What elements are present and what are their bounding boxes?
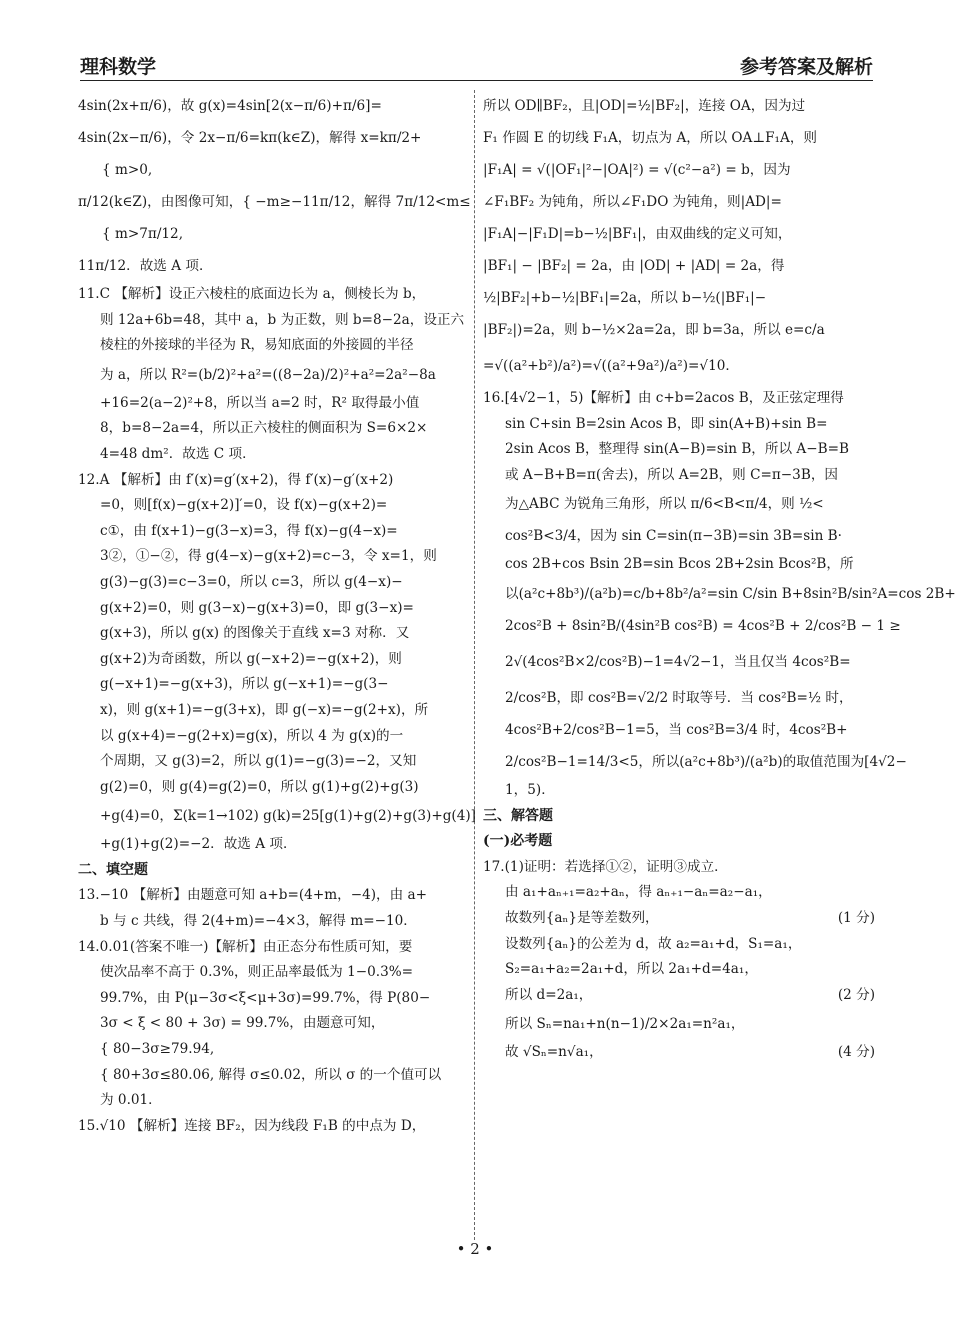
text-line xyxy=(483,804,875,830)
text-line xyxy=(483,983,875,1009)
line-text: g(x+2)=0，则 g(3−x)−g(x+3)=0，即 g(3−x)= xyxy=(100,599,414,616)
score-label: (4 分) xyxy=(837,1044,875,1061)
header-subject: 理科数学 xyxy=(80,56,157,78)
line-text: 4=48 dm²．故选 C 项． xyxy=(100,445,256,462)
line-text: 17.(1)证明：若选择①②，证明③成立． xyxy=(483,858,728,875)
line-text: |F₁A|−|F₁D|=b−½|BF₁|，由双曲线的定义可知， xyxy=(483,226,792,242)
text-line xyxy=(483,346,875,386)
line-text: 设数列{aₙ}的公差为 d，故 a₂=a₁+d，S₁=a₁， xyxy=(505,935,802,952)
line-text: 4sin(2x−π/6)，令 2x−π/6=kπ(k∈Z)，解得 x=kπ/2+ xyxy=(78,130,422,146)
line-text: 二、填空题 xyxy=(78,861,148,878)
text-line xyxy=(483,610,901,642)
text-line xyxy=(78,1037,470,1063)
line-text: 13.−10 【解析】由题意可知 a+b=(4+m，−4)，由 a+ xyxy=(78,887,428,904)
line-text: |F₁A| = √(|OF₁|²−|OA|²) = √(c²−a²) = b，因为 xyxy=(483,162,791,178)
line-text: 11.C 【解析】设正六棱柱的底面边长为 a，侧棱长为 b， xyxy=(78,286,426,302)
line-text: F₁ 作圆 E 的切线 F₁A，切点为 A，所以 OA⊥F₁A，则 xyxy=(483,130,818,146)
line-text: g(x+3)，所以 g(x) 的图像关于直线 x=3 对称．又 xyxy=(100,625,410,642)
left-column xyxy=(78,90,476,1139)
page-number: • 2 • xyxy=(456,1240,494,1258)
text-line xyxy=(483,488,875,520)
line-text: 以 g(x+4)=−g(2+x)=g(x)，所以 4 为 g(x)的一 xyxy=(100,727,404,744)
line-text: 3②，①−②，得 g(4−x)−g(x+2)=c−3，令 x=1，则 xyxy=(100,548,437,565)
text-line xyxy=(483,746,907,778)
line-text: { m>0, xyxy=(102,162,153,178)
line-text: { m>7π/12, xyxy=(102,226,184,242)
line-text: +g(1)+g(2)=−2．故选 A 项． xyxy=(100,836,297,853)
line-text: 为 a，所以 R²=(b/2)²+a²=((8−2a)/2)²+a²=2a²−8a xyxy=(100,366,436,383)
line-text: 12.A 【解析】由 f′(x)=g′(x+2)，得 f′(x)−g′(x+2) xyxy=(78,471,394,488)
line-text: 个周期，又 g(3)=2，所以 g(1)=−g(3)=−2，又知 xyxy=(100,753,417,770)
text-line xyxy=(78,935,470,961)
line-text: ∠F₁BF₂ 为钝角，所以∠F₁DO 为钝角，则|AD|= xyxy=(483,194,782,210)
page-header xyxy=(80,50,873,81)
text-line xyxy=(78,468,470,494)
line-text: 99.7%，由 P(μ−3σ<ξ<μ+3σ)=99.7%，得 P(80− xyxy=(100,989,431,1006)
text-line xyxy=(78,775,470,801)
line-text: c①，由 f(x+1)−g(3−x)=3，得 f(x)−g(4−x)= xyxy=(100,522,398,539)
line-text: 为△ABC 为锐角三角形，所以 π/6<B<π/4，则 ½< xyxy=(505,496,824,513)
text-line xyxy=(483,778,875,804)
text-line xyxy=(78,359,470,391)
line-text: +16=2(a−2)²+8，所以当 a=2 时，R² 取得最小值 xyxy=(100,394,420,411)
line-text: 14.0.01(答案不唯一)【解析】由正态分布性质可知，要 xyxy=(78,938,413,955)
line-text: cos²B<3/4，因为 sin C=sin(π−3B)=sin 3B=sin B· xyxy=(505,528,842,545)
line-text: 2√(4cos²B×2/cos²B)−1=4√2−1，当且仅当 4cos²B= xyxy=(505,653,851,670)
text-line xyxy=(78,570,470,596)
text-line xyxy=(483,463,875,489)
line-text: 故数列{aₙ}是等差数列， xyxy=(505,909,659,926)
text-line xyxy=(483,250,875,282)
text-line xyxy=(78,442,470,468)
text-line xyxy=(78,800,476,832)
line-text: 以(a²c+8b³)/(a²b)=c/b+8b²/a²=sin C/sin B+8sin²B/sin²A=cos 2B+ xyxy=(505,585,956,602)
line-text: g(−x+1)=−g(x+3)，所以 g(−x+1)=−g(3− xyxy=(100,676,389,693)
text-line xyxy=(78,749,470,775)
text-line xyxy=(78,858,470,884)
text-line xyxy=(78,391,470,417)
score-label: (2 分) xyxy=(837,986,875,1003)
text-line xyxy=(483,714,875,746)
text-line xyxy=(78,493,470,519)
text-line xyxy=(78,1011,470,1037)
text-line xyxy=(78,832,470,858)
text-line xyxy=(483,682,875,714)
text-line xyxy=(78,1063,470,1089)
text-line xyxy=(78,596,470,622)
line-text: 则 12a+6b=48，其中 a，b 为正数，则 b=8−2a，设正六 xyxy=(100,311,465,328)
line-text: 1，5)． xyxy=(505,781,555,798)
line-text: ½|BF₂|+b−½|BF₁|=2a，所以 b−½(|BF₁|− xyxy=(483,290,767,306)
line-text: 3σ < ξ < 80 + 3σ) = 99.7%，由题意可知， xyxy=(100,1015,385,1032)
text-line xyxy=(483,1040,875,1066)
line-text: 使次品率不高于 0.3%，则正品率最低为 1−0.3%= xyxy=(100,964,414,981)
text-line xyxy=(78,883,470,909)
text-line xyxy=(78,90,470,122)
line-text: 2sin Acos B，整理得 sin(A−B)=sin B，所以 A−B=B xyxy=(505,441,849,458)
text-line xyxy=(78,154,470,186)
line-text: |BF₁| − |BF₂| = 2a，由 |OD| + |AD| = 2a，得 xyxy=(483,258,785,274)
text-line xyxy=(483,186,875,218)
line-text: 2/cos²B，即 cos²B=√2/2 时取等号．当 cos²B=½ 时， xyxy=(505,689,853,706)
text-line xyxy=(483,1008,875,1040)
text-line xyxy=(78,1114,470,1140)
line-text: 或 A−B+B=π(舍去)，所以 A=2B，则 C=π−3B，因 xyxy=(505,466,839,483)
line-text: =0，则[f(x)−g(x+2)]′=0，设 f(x)−g(x+2)= xyxy=(100,497,388,514)
text-line xyxy=(78,621,470,647)
line-text: 11π/12．故选 A 项． xyxy=(78,258,213,274)
line-text: { 80−3σ≥79.94, xyxy=(100,1041,215,1058)
text-line xyxy=(78,308,470,334)
line-text: 16.[4√2−1，5)【解析】由 c+b=2acos B，及正弦定理得 xyxy=(483,390,844,406)
text-line xyxy=(78,186,470,218)
text-line xyxy=(78,282,470,308)
text-line xyxy=(483,829,875,855)
text-line xyxy=(483,855,875,881)
text-line xyxy=(78,909,470,935)
line-text: { 80+3σ≤80.06, 解得 σ≤0.02，所以 σ 的一个值可以 xyxy=(100,1066,442,1083)
line-text: b 与 c 共线，得 2(4+m)=−4×3，解得 m=−10． xyxy=(100,913,417,930)
text-line xyxy=(483,386,875,412)
text-line xyxy=(78,544,470,570)
line-text: sin C+sin B=2sin Acos B，即 sin(A+B)+sin B= xyxy=(505,415,828,432)
line-text: g(3)−g(3)=c−3=0，所以 c=3，所以 g(4−x)− xyxy=(100,573,403,590)
line-text: 所以 OD∥BF₂，且|OD|=½|BF₂|，连接 OA，因为过 xyxy=(483,98,806,114)
text-line xyxy=(483,122,875,154)
line-text: =√((a²+b²)/a²)=√((a²+9a²)/a²)=√10． xyxy=(483,358,739,374)
text-line xyxy=(78,672,470,698)
score-label: (1 分) xyxy=(837,909,875,926)
line-text: 2cos²B + 8sin²B/(4sin²B cos²B) = 4cos²B + 2/cos²B − 1 ≥ xyxy=(505,617,901,634)
text-line xyxy=(483,314,875,346)
text-line xyxy=(78,1088,470,1114)
line-text: g(2)=0，则 g(4)=g(2)=0，所以 g(1)+g(2)+g(3) xyxy=(100,778,419,795)
text-line xyxy=(483,957,875,983)
line-text: π/12(k∈Z)，由图像可知，{ −m≥−11π/12，解得 7π/12<m≤ xyxy=(78,194,471,210)
text-line xyxy=(483,90,875,122)
text-line xyxy=(483,880,875,906)
text-line xyxy=(483,552,875,578)
text-line xyxy=(78,250,470,282)
line-text: (一)必考题 xyxy=(483,833,553,850)
line-text: 由 a₁+aₙ₊₁=a₂+aₙ，得 aₙ₊₁−aₙ=a₂−a₁， xyxy=(505,884,772,901)
line-text: 4sin(2x+π/6)，故 g(x)=4sin[2(x−π/6)+π/6]= xyxy=(78,98,382,114)
line-text: |BF₂|)=2a，则 b−½×2a=2a，即 b=3a，所以 e=c/a xyxy=(483,322,825,338)
line-text: 4cos²B+2/cos²B−1=5，当 cos²B=3/4 时，4cos²B+ xyxy=(505,721,848,738)
right-column xyxy=(483,90,956,1066)
text-line xyxy=(483,932,875,958)
text-line xyxy=(483,437,875,463)
header-title: 参考答案及解析 xyxy=(739,56,873,78)
text-line xyxy=(78,724,470,750)
text-line xyxy=(78,333,470,359)
text-line xyxy=(483,412,875,438)
text-line xyxy=(483,642,875,682)
text-line xyxy=(78,416,470,442)
text-line xyxy=(78,986,470,1012)
line-text: 为 0.01． xyxy=(100,1092,162,1109)
line-text: 所以 Sₙ=na₁+n(n−1)/2×2a₁=n²a₁， xyxy=(505,1016,745,1033)
text-line xyxy=(78,647,470,673)
line-text: S₂=a₁+a₂=2a₁+d，所以 2a₁+d=4a₁， xyxy=(505,961,758,978)
line-text: g(x+2)为奇函数，所以 g(−x+2)=−g(x+2)，则 xyxy=(100,650,402,667)
line-text: 棱柱的外接球的半径为 R，易知底面的外接圆的半径 xyxy=(100,337,414,354)
text-line xyxy=(78,960,470,986)
text-line xyxy=(78,519,470,545)
text-line xyxy=(483,906,875,932)
line-text: 2/cos²B−1=14/3<5，所以(a²c+8b³)/(a²b)的取值范围为[4√2− xyxy=(505,753,907,770)
line-text: 三、解答题 xyxy=(483,807,553,824)
line-text: 所以 d=2a₁， xyxy=(505,986,593,1003)
text-line xyxy=(483,578,956,610)
column-divider xyxy=(474,90,475,1240)
text-line xyxy=(78,218,470,250)
line-text: +g(4)=0，Σ(k=1→102) g(k)=25[g(1)+g(2)+g(3)+g(4)] xyxy=(100,808,476,825)
line-text: cos 2B+cos Bsin 2B=sin Bcos 2B+2sin Bcos²B，所 xyxy=(505,556,854,573)
text-line xyxy=(78,698,470,724)
text-line xyxy=(78,122,470,154)
text-line xyxy=(483,218,875,250)
text-line xyxy=(483,154,875,186)
line-text: 故 √Sₙ=n√a₁， xyxy=(505,1044,603,1061)
line-text: 8，b=8−2a=4，所以正六棱柱的侧面积为 S=6×2× xyxy=(100,420,428,437)
text-line xyxy=(483,282,875,314)
line-text: x)，则 g(x+1)=−g(3+x)，即 g(−x)=−g(2+x)，所 xyxy=(100,701,429,718)
line-text: 15.√10 【解析】连接 BF₂，因为线段 F₁B 的中点为 D， xyxy=(78,1117,426,1134)
text-line xyxy=(483,520,875,552)
